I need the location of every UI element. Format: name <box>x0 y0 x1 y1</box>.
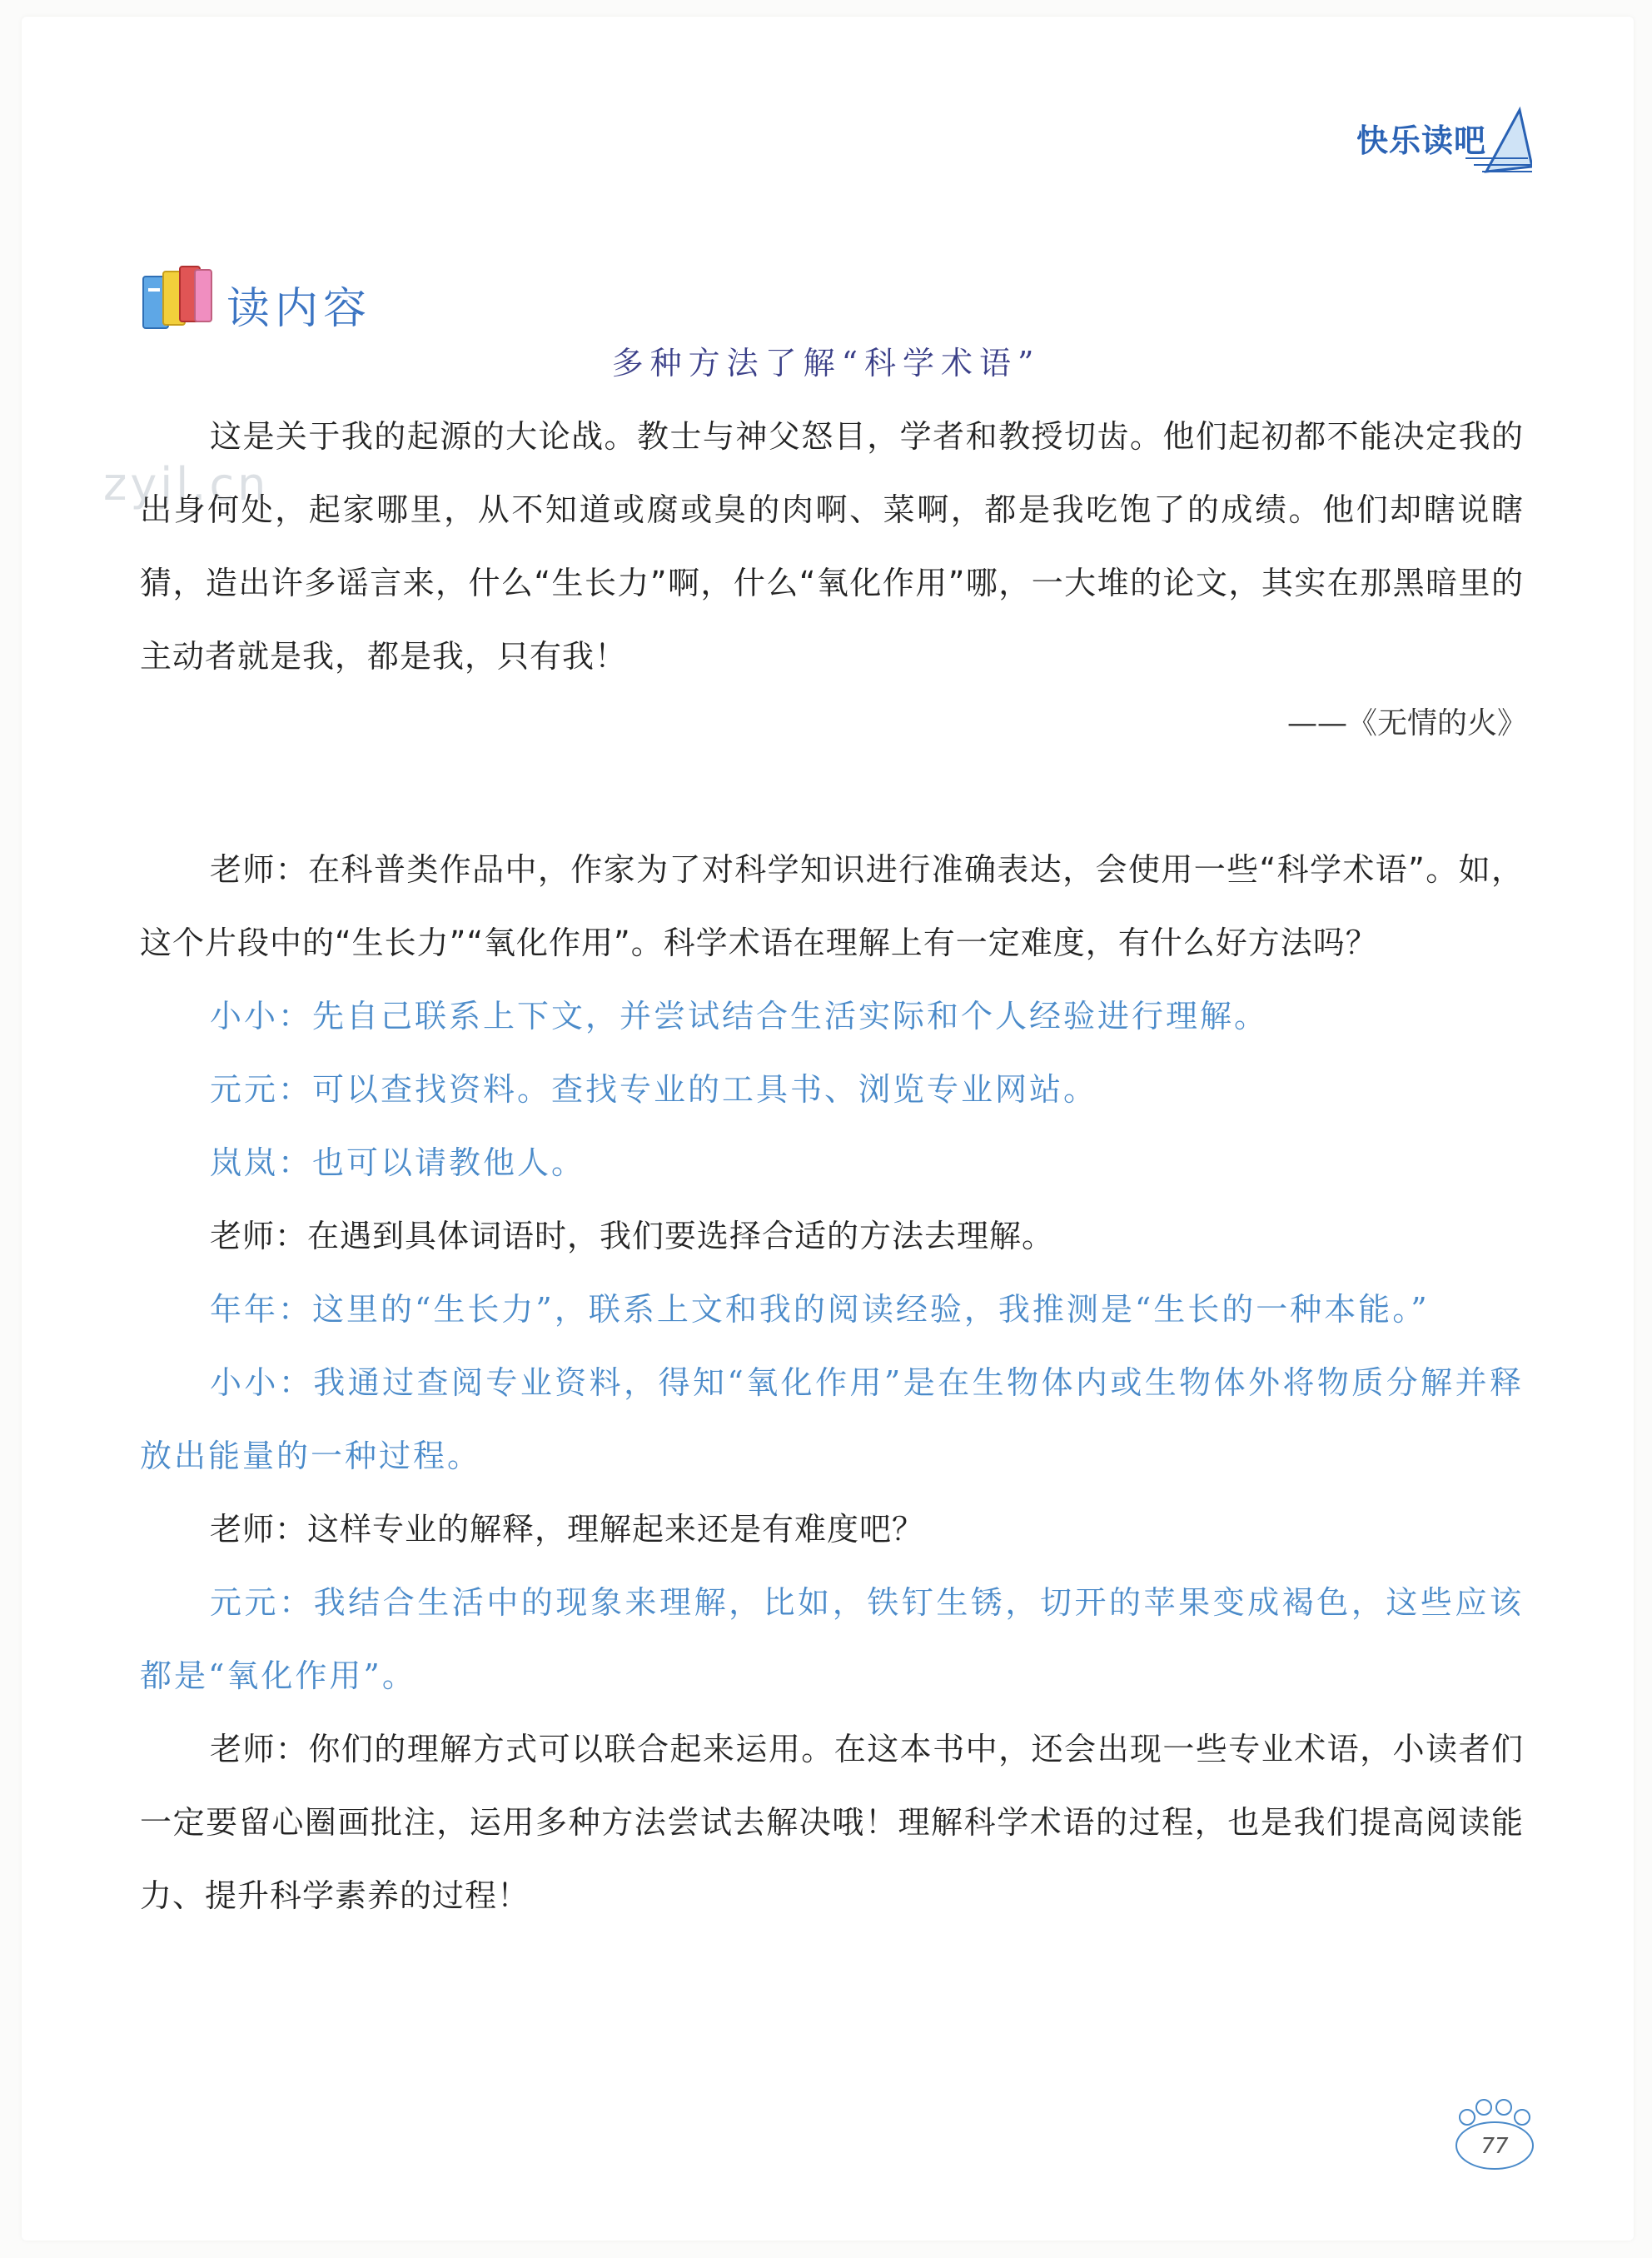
page-number: 77 <box>1480 2134 1509 2159</box>
page-number-badge <box>1449 2084 1540 2176</box>
badge-label: 快乐读吧 <box>1356 122 1486 159</box>
section-title: 读内容 <box>226 284 372 334</box>
paw-icon <box>1449 2084 1540 2176</box>
dialogue-line-student: 元元：可以查找资料。查找专业的工具书、浏览专业网站。 <box>210 1071 1098 1108</box>
dialogue-line-student: 元元：我结合生活中的现象来理解，比如，铁钉生锈，切开的苹果变成褐色，这些应该都是“氧化作用”。 <box>140 1584 1524 1694</box>
dialogue-line-teacher: 老师：在科普类作品中，作家为了对科学知识进行准确表达，会使用一些“科学术语”。如，这个片段中的“生长力”“氧化作用”。科学术语在理解上有一定难度，有什么好方法吗？ <box>140 851 1524 961</box>
dialogue-line-student: 小小：先自己联系上下文，并尝试结合生活实际和个人经验进行理解。 <box>210 998 1269 1034</box>
article-title: 多种方法了解“科学术语” <box>611 345 1041 381</box>
section-header <box>138 255 471 346</box>
dialogue-line-student: 年年：这里的“生长力”，联系上文和我的阅读经验，我推测是“生长的一种本能。” <box>210 1291 1430 1328</box>
dialogue-block <box>140 833 1524 1932</box>
excerpt-paragraph <box>140 400 1524 693</box>
excerpt-text: 这是关于我的起源的大论战。教士与神父怒目，学者和教授切齿。他们起初都不能决定我的出身何处，起家哪里，从不知道或腐或臭的肉啊、菜啊，都是我吃饱了的成绩。他们却瞎说瞎猜，造出许多谣言来，什么“生长力”啊，什么“氧化作用”哪，一大堆的论文，其实在那黑暗里的主动者就是我，都是我，只有我！ <box>140 418 1524 675</box>
dialogue-line-student: 岚岚：也可以请教他人。 <box>210 1144 586 1181</box>
dialogue-line-teacher: 老师：在遇到具体词语时，我们要选择合适的方法去理解。 <box>210 1218 1055 1254</box>
dialogue-line-teacher: 老师：你们的理解方式可以联合起来运用。在这本书中，还会出现一些专业术语，小读者们一定要留心圈画批注，运用多种方法尝试去解决哦！理解科学术语的过程，也是我们提高阅读能力、提升科学素养的过程！ <box>140 1731 1524 1914</box>
excerpt-source: ——《无情的火》 <box>1286 706 1527 740</box>
section-badge <box>1341 100 1532 175</box>
dialogue-line-teacher: 老师：这样专业的解释，理解起来还是有难度吧？ <box>210 1511 925 1548</box>
dialogue-line-student: 小小：我通过查阅专业资料，得知“氧化作用”是在生物体内或生物体外将物质分解并释放出能量的一种过程。 <box>140 1364 1524 1474</box>
watermark: zyjl.cn <box>103 458 270 511</box>
books-icon <box>138 255 221 338</box>
